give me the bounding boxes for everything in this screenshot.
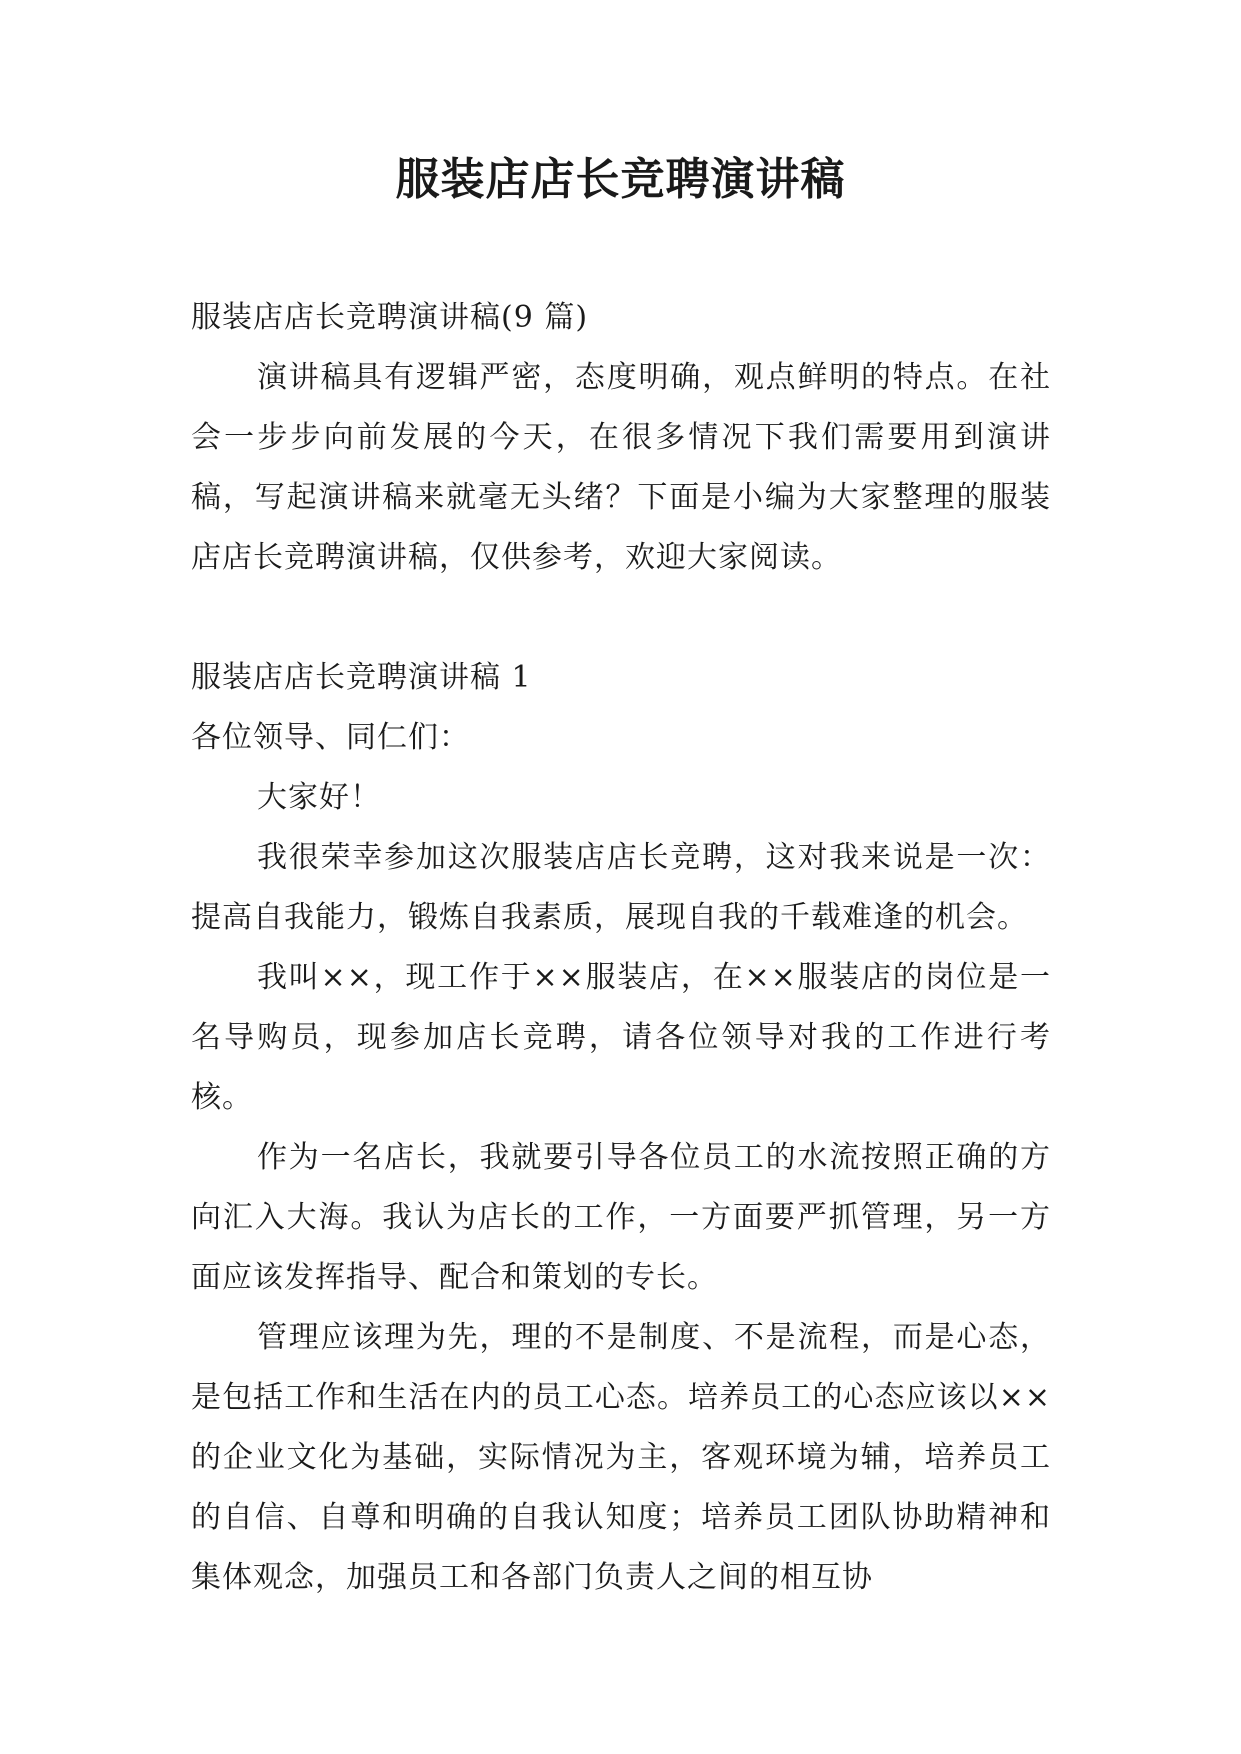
section-heading: 服装店店长竞聘演讲稿 1 [191, 660, 532, 695]
body-paragraph-3: 作为一名店长，我就要引导各位员工的水流按照正确的方向汇入大海。我认为店长的工作，一方面要严抓管理，另一方面应该发挥指导、配合和策划的专长。 [191, 1140, 1051, 1295]
salutation: 各位领导、同仁们： [191, 720, 470, 755]
intro-paragraph: 演讲稿具有逻辑严密，态度明确，观点鲜明的特点。在社会一步步向前发展的今天，在很多情况下我们需要用到演讲稿，写起演讲稿来就毫无头绪？下面是小编为大家整理的服装店店长竞聘演讲稿，仅供参考，欢迎大家阅读。 [191, 360, 1051, 575]
body-paragraph-1: 我很荣幸参加这次服装店店长竞聘，这对我来说是一次：提高自我能力，锻炼自我素质，展现自我的千载难逢的机会。 [191, 840, 1051, 935]
page-title: 服装店店长竞聘演讲稿 [395, 154, 846, 205]
document-subtitle: 服装店店长竞聘演讲稿(9 篇) [191, 300, 589, 335]
body-paragraph-2: 我叫××，现工作于××服装店，在××服装店的岗位是一名导购员，现参加店长竞聘，请各位领导对我的工作进行考核。 [191, 960, 1051, 1115]
greeting: 大家好！ [257, 780, 381, 815]
document-body [191, 288, 1051, 1608]
paragraph-spacer [191, 588, 1051, 648]
body-paragraph-4: 管理应该理为先，理的不是制度、不是流程，而是心态，是包括工作和生活在内的员工心态。培养员工的心态应该以××的企业文化为基础，实际情况为主，客观环境为辅，培养员工的自信、自尊和明确的自我认知度；培养员工团队协助精神和集体观念，加强员工和各部门负责人之间的相互协 [191, 1320, 1051, 1595]
